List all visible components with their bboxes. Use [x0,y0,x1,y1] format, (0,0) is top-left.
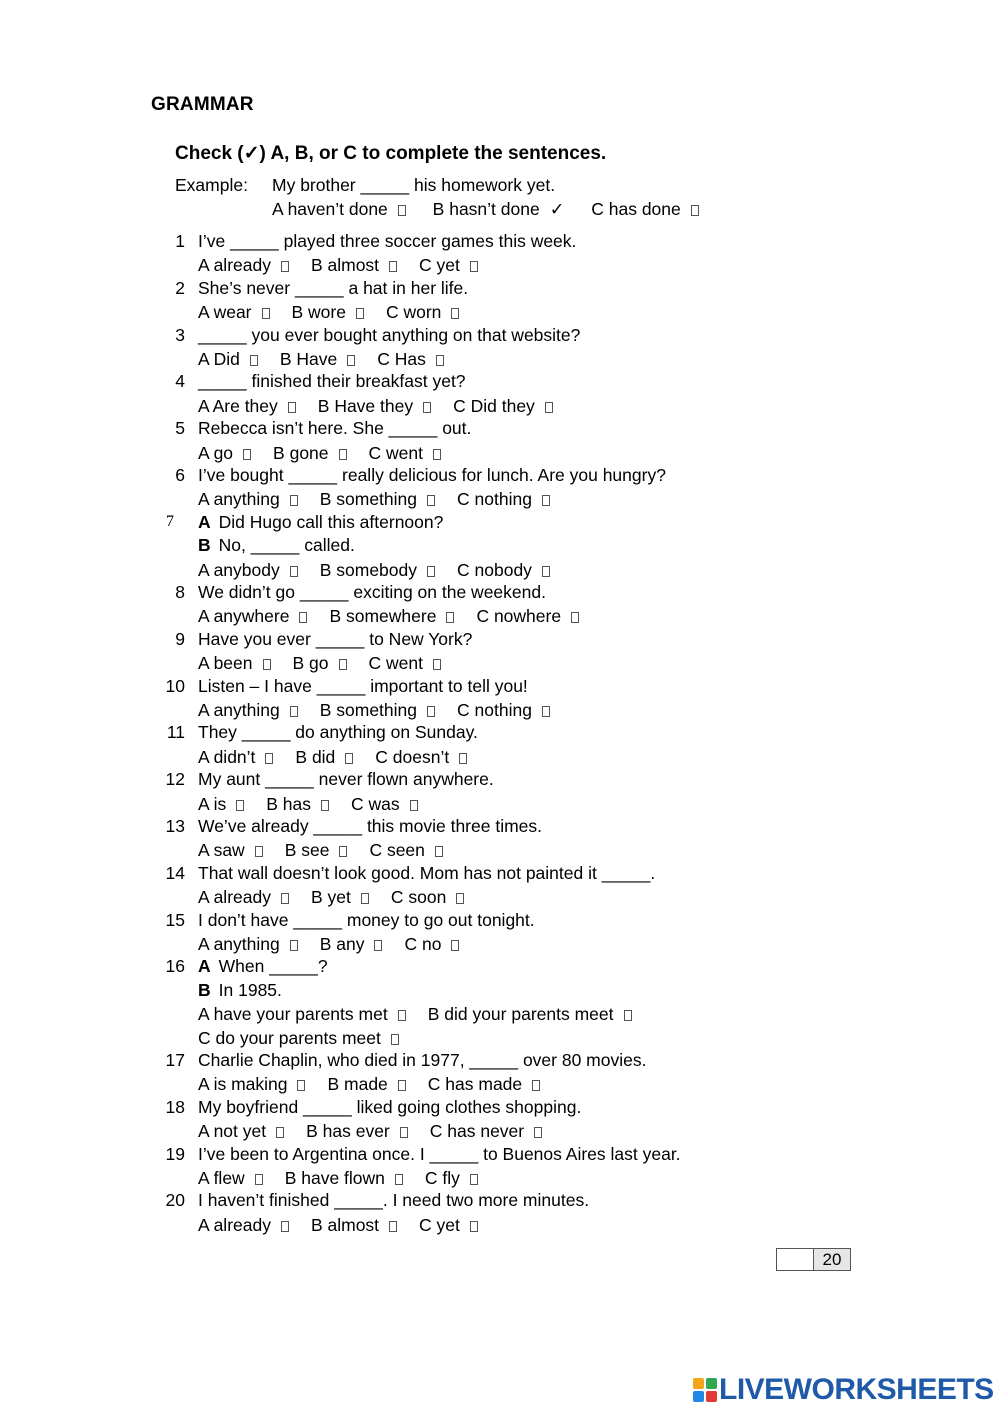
answer-option[interactable] [198,1167,263,1189]
options-row [198,559,550,581]
checkbox[interactable] [339,659,347,670]
question-number: 12 [165,769,185,790]
checkbox [398,205,406,216]
answer-option[interactable] [198,301,270,323]
answer-option[interactable] [457,699,550,721]
question-text: My boyfriend _____ liked going clothes shopping. [198,1096,582,1117]
answer-option[interactable] [320,933,383,955]
answer-option-label: B something [319,489,418,510]
checkbox[interactable] [433,449,441,460]
checkbox[interactable] [299,612,307,623]
answer-option[interactable] [273,442,346,464]
answer-option-label: A anything [198,700,280,720]
answer-option[interactable] [457,488,550,510]
answer-option-label: A already [198,1214,271,1235]
answer-option-label: B Have [279,349,338,369]
question-number: 10 [165,675,185,696]
checkbox[interactable] [276,1127,284,1138]
answer-option[interactable] [266,793,329,815]
answer-option[interactable] [198,652,271,674]
question-text: _____ finished their breakfast yet? [198,371,466,392]
question-number: 19 [165,1143,185,1164]
example-option-label: C has done [591,199,681,219]
answer-option-label: A Are they [198,395,278,416]
checkbox[interactable] [236,800,244,811]
answer-option-label: B made [327,1074,388,1095]
score-box [776,1248,851,1271]
answer-option-label: C nothing [457,700,532,720]
answer-option-label: A already [198,887,271,908]
answer-option[interactable] [386,301,459,323]
checkbox[interactable] [281,1221,289,1232]
example-option [433,199,565,220]
answer-option[interactable] [198,442,251,464]
answer-option-label: C no [404,934,442,954]
question-text: _____ you ever bought anything on that website? [198,324,581,345]
checkbox[interactable] [400,1127,408,1138]
answer-option-label: A anything [198,489,280,510]
answer-option-label: A already [198,255,271,276]
answer-option[interactable] [453,395,553,417]
checkbox[interactable] [290,706,298,717]
answer-option[interactable] [198,1120,284,1142]
checkbox[interactable] [427,495,435,506]
checkbox[interactable] [250,355,258,366]
checkbox[interactable] [265,753,273,764]
checkbox[interactable] [255,1174,263,1185]
answer-option[interactable] [198,839,263,861]
checkbox[interactable] [255,846,263,857]
answer-option-label: C soon [390,887,447,908]
answer-option[interactable] [285,1167,403,1189]
answer-option[interactable] [457,559,550,581]
answer-option-label: C Has [377,349,426,369]
answer-option[interactable] [198,559,298,581]
checkmark-icon: ✓ [549,199,565,219]
checkbox[interactable] [423,402,431,413]
options-row [198,746,467,768]
answer-option-label: C went [368,653,423,674]
checkbox[interactable] [410,800,418,811]
instruction: Check (✓) A, B, or C to complete the sentences. [175,143,607,164]
question-text: They _____ do anything on Sunday. [198,722,478,743]
answer-option[interactable] [369,442,441,464]
checkbox[interactable] [339,846,347,857]
speaker-label: B [198,979,211,1000]
answer-option-label: B go [292,653,329,674]
answer-option-label: A Did [198,349,240,369]
options-row [198,1120,542,1142]
logo-text: LIVEWORKSHEETS [719,1373,994,1406]
question-number: 16 [165,956,185,977]
answer-option[interactable] [198,1027,399,1049]
answer-option-label: C seen [369,840,425,861]
answer-option-label: A is making [198,1074,288,1095]
answer-option[interactable] [369,652,441,674]
example-label: Example: [175,175,248,195]
answer-option-label: B Have they [317,395,414,416]
answer-option-label: A is [198,793,227,814]
answer-option[interactable] [311,886,369,908]
options-row [198,254,478,276]
checkbox[interactable] [532,1080,540,1091]
checkbox[interactable] [446,612,454,623]
options-row [198,1214,478,1236]
example-option-label: B hasn’t done [432,199,540,219]
section-title: GRAMMAR [151,94,254,115]
answer-option-label: C yet [419,255,460,276]
question-number: 6 [175,465,185,485]
score-total: 20 [814,1249,850,1270]
answer-option[interactable] [419,254,478,276]
options-row [198,442,441,464]
checkbox[interactable] [571,612,579,623]
checkbox[interactable] [427,566,435,577]
question-text: I don’t have _____ money to go out tonight. [198,909,535,930]
logo-mark-icon [693,1378,717,1402]
checkbox[interactable] [356,308,364,319]
question-number: 5 [175,418,185,439]
options-row [198,886,464,908]
answer-option-label: B almost [310,1214,380,1235]
options-row [198,348,444,370]
question-number: 8 [175,582,185,602]
answer-option-label: A anywhere [198,606,290,627]
question-text: My aunt _____ never flown anywhere. [198,769,494,790]
answer-option-label: A flew [198,1168,245,1188]
dialog-text: When _____? [218,956,328,977]
answer-option-label: C fly [424,1168,460,1188]
answer-option-label: B wore [291,302,346,323]
dialog-line [198,955,328,977]
checkbox[interactable] [290,566,298,577]
answer-option-label: C nothing [457,489,532,510]
answer-option[interactable] [198,1214,289,1236]
checkbox[interactable] [534,1127,542,1138]
question-number: 13 [165,816,185,836]
answer-option-label: A anybody [198,559,280,580]
answer-option[interactable] [292,301,364,323]
question-text: Listen – I have _____ important to tell you! [198,675,528,696]
answer-option-label: C doesn’t [375,746,450,767]
checkbox[interactable] [624,1010,632,1021]
question-text: Charlie Chaplin, who died in 1977, _____ over 80 movies. [198,1050,647,1070]
checkbox[interactable] [433,659,441,670]
checkbox[interactable] [456,893,464,904]
answer-option[interactable] [428,1073,540,1095]
answer-option-label: B gone [273,442,329,463]
checkbox[interactable] [398,1010,406,1021]
answer-option-label: B has ever [306,1121,390,1142]
question-number: 7 [166,512,174,530]
answer-option[interactable] [280,348,355,370]
question-number: 14 [165,862,185,883]
answer-option-label: A not yet [198,1121,267,1142]
answer-option[interactable] [198,746,273,768]
answer-option[interactable] [198,395,296,417]
dialog-line [198,979,282,1001]
answer-option-label: B did [295,746,336,767]
answer-option[interactable] [329,605,454,627]
answer-option-label: B did your parents meet [427,1004,614,1025]
answer-option[interactable] [198,699,298,721]
options-row [198,395,553,417]
checkbox[interactable] [470,1174,478,1185]
answer-option[interactable] [428,1003,632,1025]
answer-option[interactable] [198,933,298,955]
checkbox[interactable] [339,449,347,460]
options-row [198,1073,540,1095]
question-number: 15 [165,909,185,930]
answer-option[interactable] [320,559,435,581]
answer-option-label: C has made [427,1074,523,1095]
answer-option[interactable] [311,254,397,276]
checkbox[interactable] [395,1174,403,1185]
answer-option[interactable] [198,1003,406,1025]
checkbox[interactable] [427,706,435,717]
options-row [198,488,550,510]
answer-option-label: A go [198,442,234,463]
example-option-label: A haven’t done [272,199,388,219]
checkbox[interactable] [263,659,271,670]
answer-option-label: B something [319,700,418,720]
question-number: 2 [175,277,185,298]
checkbox[interactable] [391,1034,399,1045]
answer-option-label: C nowhere [476,606,562,627]
dialog-line [198,511,443,533]
answer-option[interactable] [293,652,347,674]
example-option [272,199,406,220]
checkbox[interactable] [347,355,355,366]
question-text: I haven’t finished _____. I need two more minutes. [198,1190,590,1211]
answer-option[interactable] [375,746,467,768]
question-text: I’ve _____ played three soccer games this week. [198,231,577,251]
answer-option-label: C Did they [453,395,535,416]
answer-option[interactable] [198,488,298,510]
dialog-line [198,534,355,556]
answer-option[interactable] [351,793,418,815]
answer-option-label: C worn [385,302,442,323]
checkbox[interactable] [281,893,289,904]
options-row [198,839,443,861]
answer-option[interactable] [311,1214,397,1236]
answer-option-label: A have your parents met [198,1004,388,1025]
question-number: 4 [175,371,185,392]
answer-option-label: C was [350,793,400,814]
checkbox[interactable] [290,940,298,951]
checkbox [691,205,699,216]
answer-option[interactable] [198,348,258,370]
checkbox[interactable] [398,1080,406,1091]
checkbox[interactable] [361,893,369,904]
options-row [198,652,441,674]
question-text: I’ve bought _____ really delicious for lunch. Are you hungry? [198,465,666,485]
checkbox[interactable] [389,1221,397,1232]
answer-option-label: B have flown [284,1168,385,1188]
answer-option-label: B has [266,793,311,814]
answer-option[interactable] [369,839,442,861]
answer-option-label: B yet [310,887,351,908]
answer-option[interactable] [377,348,444,370]
question-text: She’s never _____ a hat in her life. [198,277,469,298]
answer-option[interactable] [391,886,464,908]
question-text: We’ve already _____ this movie three times. [198,816,543,836]
options-row [198,1167,478,1189]
checkbox[interactable] [470,1221,478,1232]
checkbox[interactable] [321,800,329,811]
answer-option[interactable] [320,488,435,510]
checkbox[interactable] [288,402,296,413]
answer-option-label: A wear [198,302,252,323]
question-number: 20 [165,1190,185,1211]
options-row [198,793,418,815]
answer-option[interactable] [419,1214,478,1236]
answer-option-label: B any [319,934,365,954]
answer-option[interactable] [404,933,459,955]
checkbox[interactable] [281,261,289,272]
answer-option[interactable] [198,793,244,815]
dialog-text: In 1985. [218,979,282,1000]
question-number: 17 [165,1050,185,1070]
score-input[interactable] [777,1249,814,1270]
answer-option-label: A anything [198,934,280,954]
question-text: We didn’t go _____ exciting on the weekend. [198,582,546,602]
answer-option-label: A saw [198,840,245,861]
checkbox[interactable] [389,261,397,272]
answer-option[interactable] [198,254,289,276]
options-row [198,301,459,323]
liveworksheets-logo [693,1373,994,1407]
example-options [272,199,699,220]
checkbox[interactable] [470,261,478,272]
options-row [198,605,579,627]
answer-option[interactable] [198,1073,305,1095]
answer-option[interactable] [198,605,307,627]
checkbox[interactable] [290,495,298,506]
dialog-text: No, _____ called. [218,535,355,556]
question-number: 9 [175,628,185,649]
checkbox[interactable] [345,753,353,764]
question-number: 18 [165,1096,185,1117]
checkbox[interactable] [435,846,443,857]
speaker-label: A [198,511,211,532]
answer-option[interactable] [318,395,431,417]
example-sentence: My brother _____ his homework yet. [272,175,556,195]
answer-option-label: C nobody [457,559,532,580]
checkbox[interactable] [243,449,251,460]
question-text: Rebecca isn’t here. She _____ out. [198,418,472,439]
answer-option-label: C has never [429,1121,525,1142]
options-row [198,699,550,721]
speaker-label: B [198,535,211,556]
dialog-text: Did Hugo call this afternoon? [218,511,444,532]
answer-option-label: C went [368,442,423,463]
answer-option-label: C yet [419,1214,460,1235]
answer-option[interactable] [476,605,579,627]
answer-option-label: C do your parents meet [198,1027,381,1048]
answer-option-label: B almost [310,255,380,276]
question-number: 1 [175,231,185,251]
answer-option[interactable] [306,1120,408,1142]
checkbox[interactable] [297,1080,305,1091]
options-row [198,1003,632,1025]
answer-option-label: B somewhere [329,606,437,627]
checkbox[interactable] [542,495,550,506]
checkbox[interactable] [542,566,550,577]
answer-option[interactable] [285,839,348,861]
question-number: 3 [175,324,185,345]
checkbox[interactable] [451,308,459,319]
speaker-label: A [198,956,211,977]
answer-option-label: B somebody [319,559,418,580]
answer-option[interactable] [295,746,353,768]
answer-option[interactable] [430,1120,542,1142]
answer-option[interactable] [327,1073,405,1095]
question-text: Have you ever _____ to New York? [198,628,473,649]
answer-option-label: A didn’t [198,746,256,767]
checkbox[interactable] [545,402,553,413]
answer-option[interactable] [320,699,435,721]
options-row [198,1027,399,1049]
checkbox[interactable] [542,706,550,717]
example-option [591,199,699,220]
answer-option-label: A been [198,653,253,674]
checkbox[interactable] [459,753,467,764]
question-text: I’ve been to Argentina once. I _____ to Buenos Aires last year. [198,1143,681,1164]
checkbox[interactable] [451,940,459,951]
checkbox[interactable] [374,940,382,951]
options-row [198,933,459,955]
question-number: 11 [166,722,185,743]
question-text: That wall doesn’t look good. Mom has not painted it _____. [198,862,656,883]
answer-option-label: B see [284,840,330,861]
checkbox[interactable] [436,355,444,366]
checkbox[interactable] [262,308,270,319]
answer-option[interactable] [425,1167,478,1189]
answer-option[interactable] [198,886,289,908]
